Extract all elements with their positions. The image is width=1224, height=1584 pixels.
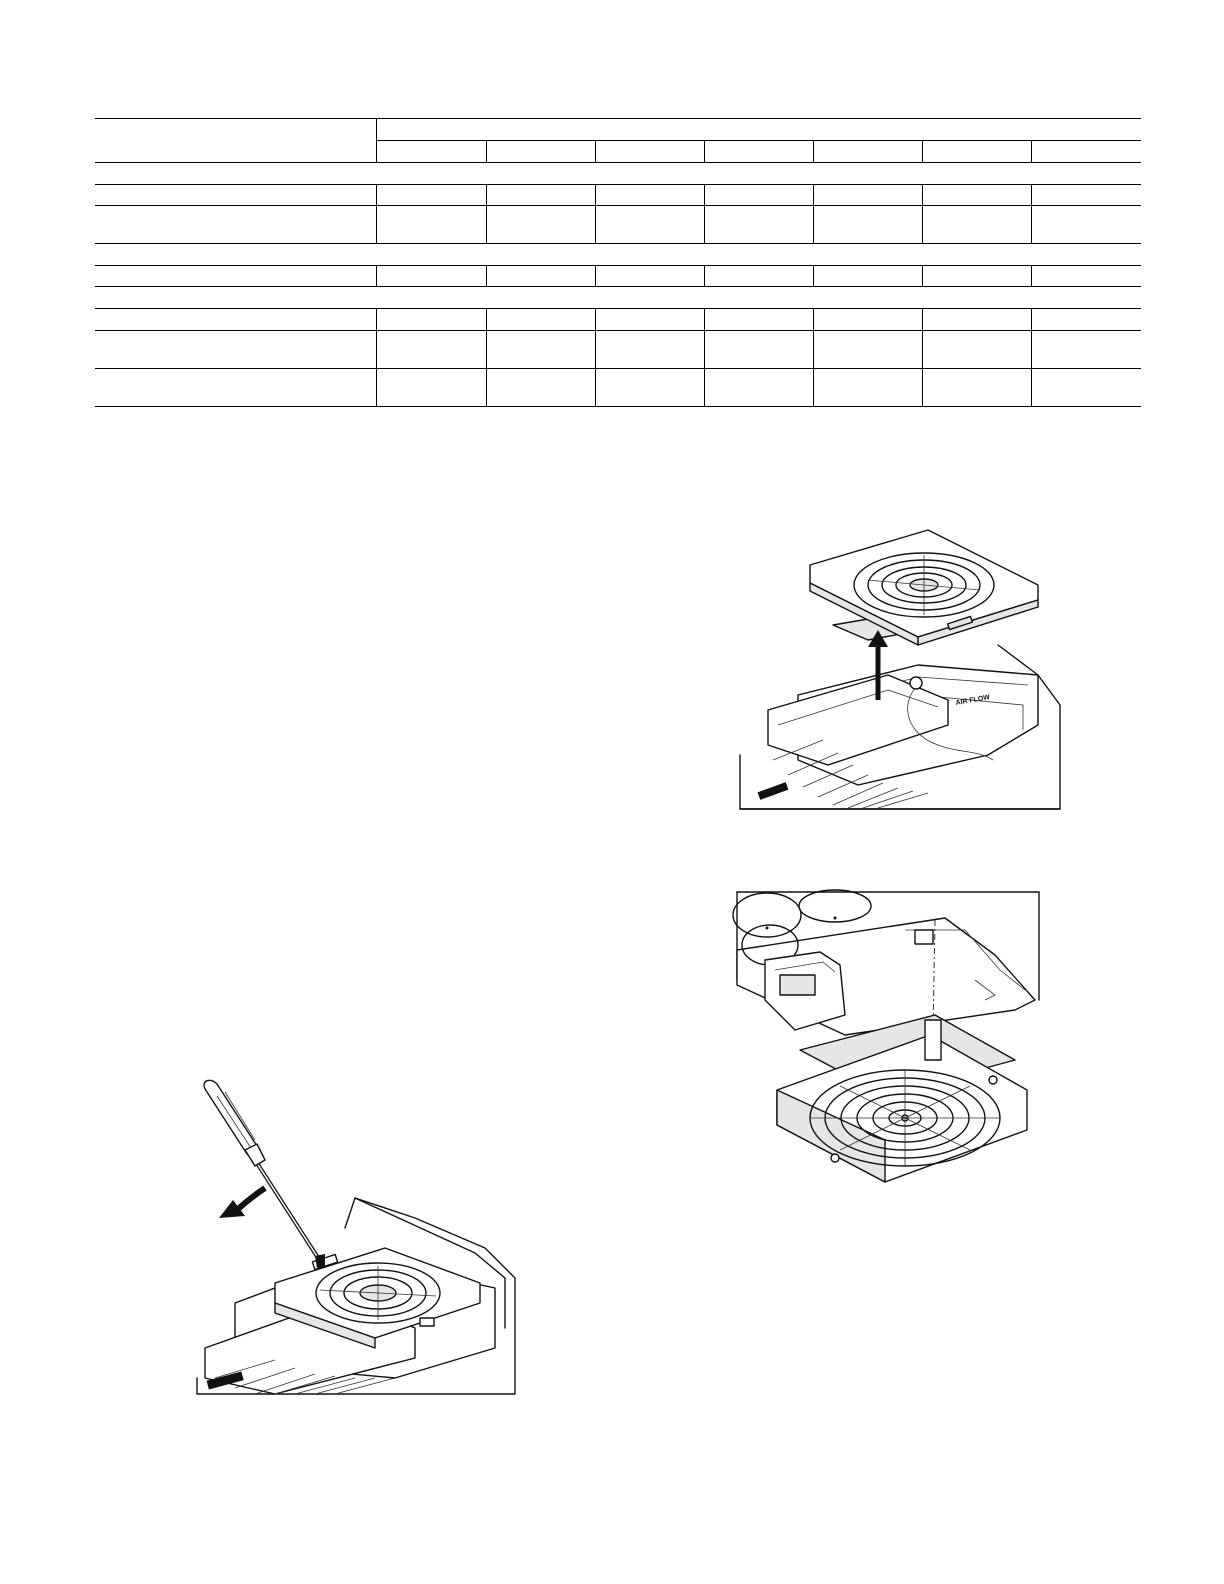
table-column-rule bbox=[922, 265, 923, 286]
fan-lift-out-illustration bbox=[738, 525, 1062, 811]
table-column-rule bbox=[376, 118, 377, 140]
table-column-rule bbox=[376, 140, 377, 162]
table-rule bbox=[95, 184, 1141, 185]
table-rule bbox=[95, 265, 1141, 266]
table-column-rule bbox=[486, 308, 487, 330]
table-column-rule bbox=[813, 205, 814, 243]
table-rule bbox=[95, 162, 1141, 163]
fan-assembly bbox=[777, 1015, 1027, 1182]
table-column-rule bbox=[595, 184, 596, 205]
table-column-rule bbox=[704, 184, 705, 205]
screwdriver-icon bbox=[204, 1080, 325, 1268]
table-column-rule bbox=[813, 265, 814, 286]
pry-direction-arrow bbox=[219, 1188, 265, 1218]
table-rule bbox=[95, 368, 1141, 369]
figure-fan-lift-out bbox=[738, 525, 1062, 811]
table-column-rule bbox=[813, 184, 814, 205]
table-column-rule bbox=[376, 184, 377, 205]
table-rule bbox=[95, 308, 1141, 309]
table-bottom-rule bbox=[95, 406, 1141, 407]
table-column-rule bbox=[922, 205, 923, 243]
table-column-rule bbox=[376, 205, 377, 243]
table-column-rule bbox=[704, 140, 705, 162]
table-column-rule bbox=[1031, 265, 1032, 286]
table-column-rule bbox=[1031, 368, 1032, 406]
table-column-rule bbox=[704, 205, 705, 243]
table-column-rule bbox=[1031, 308, 1032, 330]
table-column-rule bbox=[1031, 184, 1032, 205]
table-column-rule bbox=[595, 265, 596, 286]
table-column-rule bbox=[813, 330, 814, 368]
table-column-rule bbox=[813, 368, 814, 406]
table-column-rule bbox=[1031, 140, 1032, 162]
air-flow-label: AIR FLOW bbox=[955, 694, 991, 707]
fan-insert-illustration bbox=[735, 890, 1041, 1186]
table-column-rule bbox=[922, 368, 923, 406]
table-column-rule bbox=[922, 330, 923, 368]
figure-fan-insert bbox=[735, 890, 1041, 1186]
table-column-rule bbox=[486, 205, 487, 243]
table-column-rule bbox=[486, 368, 487, 406]
table-column-rule bbox=[595, 330, 596, 368]
table-header-subrule bbox=[376, 140, 1141, 141]
table-column-rule bbox=[376, 330, 377, 368]
table-column-rule bbox=[704, 368, 705, 406]
figure-screwdriver-release bbox=[195, 1078, 517, 1396]
table-column-rule bbox=[595, 140, 596, 162]
table-column-rule bbox=[376, 308, 377, 330]
table-column-rule bbox=[1031, 205, 1032, 243]
table-column-rule bbox=[376, 265, 377, 286]
table-column-rule bbox=[1031, 330, 1032, 368]
table-column-rule bbox=[922, 140, 923, 162]
table-column-rule bbox=[704, 330, 705, 368]
table-rule bbox=[95, 330, 1141, 331]
table-column-rule bbox=[595, 205, 596, 243]
table-column-rule bbox=[922, 184, 923, 205]
table-rule bbox=[95, 286, 1141, 287]
screwdriver-release-illustration bbox=[195, 1078, 517, 1396]
table-column-rule bbox=[486, 265, 487, 286]
table-rule bbox=[95, 205, 1141, 206]
table-column-rule bbox=[813, 140, 814, 162]
table-column-rule bbox=[704, 265, 705, 286]
table-top-rule bbox=[95, 118, 1141, 119]
table-column-rule bbox=[922, 308, 923, 330]
table-column-rule bbox=[486, 184, 487, 205]
table-column-rule bbox=[376, 368, 377, 406]
table-column-rule bbox=[595, 308, 596, 330]
table-column-rule bbox=[486, 140, 487, 162]
table-column-rule bbox=[704, 308, 705, 330]
table-rule bbox=[95, 243, 1141, 244]
table-column-rule bbox=[486, 330, 487, 368]
table-column-rule bbox=[813, 308, 814, 330]
table-column-rule bbox=[595, 368, 596, 406]
fan-assembly bbox=[810, 530, 1038, 645]
